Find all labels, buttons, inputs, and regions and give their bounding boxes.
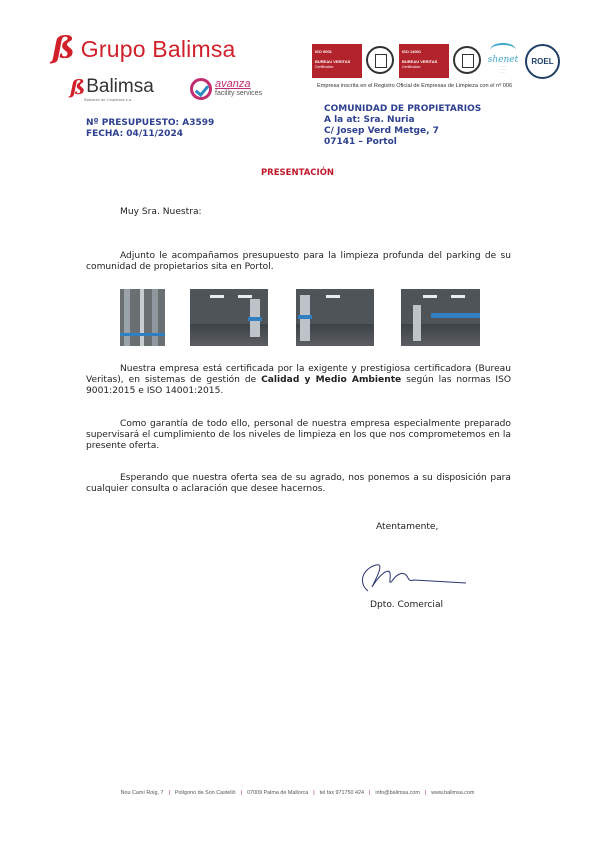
parking-photo-2 xyxy=(190,289,268,346)
avanza-logo xyxy=(190,78,262,100)
footer: Nou Camí Roig, 7 | Polígono de Son Castelló | 07009 Palma de Mallorca | tel fax 971750 424 | info@balimsa.com | www.balimsa.com xyxy=(120,790,475,796)
signer-department: Dpto. Comercial xyxy=(370,600,444,610)
cert-standard: ISO 9001 xyxy=(315,49,332,54)
recipient-line-4: 07141 – Portol xyxy=(324,137,397,147)
shenet-name: shenet xyxy=(487,55,519,65)
roel-name: ROEL xyxy=(531,57,554,66)
footer-email: info@balimsa.com xyxy=(375,790,420,796)
recipient-line-2: A la at: Sra. Nuria xyxy=(324,115,415,125)
grupo-balimsa-logo xyxy=(52,31,236,66)
recipient-address xyxy=(324,104,481,148)
cert-label: Certification xyxy=(402,65,421,69)
avanza-tagline: facility services xyxy=(215,90,263,97)
bureau-veritas-seal-icon xyxy=(449,44,482,78)
paragraph-certification xyxy=(86,364,511,397)
avanza-check-icon xyxy=(190,78,212,100)
footer-phone: tel fax 971750 424 xyxy=(319,790,365,796)
footer-website: www.balimsa.com xyxy=(431,790,475,796)
cert-body: BUREAU VERITAS xyxy=(402,59,438,64)
brand-sub-name: Balimsa xyxy=(86,76,154,97)
brand-sub-tagline: Baleares de Limpiezas s.a. xyxy=(84,97,133,102)
avanza-name: avanza xyxy=(215,78,251,90)
certification-bold-text: Calidad y Medio Ambiente xyxy=(261,375,402,385)
footer-area: Polígono de Son Castelló xyxy=(174,790,236,796)
signature-image xyxy=(354,557,474,593)
registry-note: Empresa inscrita en el Registro Oficial de Empresas de Limpieza con el nº 006 xyxy=(317,83,513,89)
paragraph-closing: Esperando que nuestra oferta sea de su agrado, nos ponemos a su disposición para cualquier consulta o aclaración que desee hacernos. xyxy=(86,473,511,494)
balimsa-logo xyxy=(70,76,154,102)
roel-logo xyxy=(525,44,560,79)
document-title: PRESENTACIÓN xyxy=(260,168,335,178)
cert-standard: ISO 14001 xyxy=(402,49,422,54)
parking-photo-3 xyxy=(296,289,374,346)
cert-body: BUREAU VERITAS xyxy=(315,59,351,64)
brand-main-name: Grupo Balimsa xyxy=(80,35,236,62)
paragraph-intro: Adjunto le acompañamos presupuesto para la limpieza profunda del parking de su comunidad de propietarios sita en Portol. xyxy=(86,251,511,272)
parking-photo-4 xyxy=(401,289,480,346)
budget-number: Nº PRESUPUESTO: A3599 xyxy=(86,118,215,128)
certification-text-a: Nuestra empresa está certificada por la exigente y prestigiosa certificadora (Bureau Veritas), en sistemas de gestión de xyxy=(86,364,511,385)
budget-date: FECHA: 04/11/2024 xyxy=(86,129,183,139)
bureau-veritas-seal-icon xyxy=(362,44,395,78)
shenet-logo: shenet ––––– –––– ––– xyxy=(486,43,520,75)
balimsa-b-icon: ß xyxy=(52,31,75,66)
iso-9001-certification-badge xyxy=(312,44,395,78)
certification-text-b: según las normas ISO 9001:2015 e ISO 14001:2015. xyxy=(86,375,512,396)
footer-address: Nou Camí Roig, 7 xyxy=(120,790,164,796)
balimsa-b-small-icon: ß xyxy=(70,75,86,99)
closing-salutation: Atentamente, xyxy=(376,522,439,532)
recipient-line-3: C/ Josep Verd Metge, 7 xyxy=(324,126,439,136)
parking-photo-1 xyxy=(120,289,165,346)
footer-city: 07009 Palma de Mallorca xyxy=(247,790,309,796)
paragraph-guarantee: Como garantía de todo ello, personal de nuestra empresa especialmente preparado supervisará el cumplimiento de los niveles de limpieza en los que nos comprometemos en la presente oferta. xyxy=(86,419,511,451)
iso-14001-certification-badge xyxy=(399,44,482,78)
budget-info xyxy=(86,118,214,140)
cert-label: Certification xyxy=(315,65,334,69)
recipient-line-1: COMUNIDAD DE PROPIETARIOS xyxy=(324,104,482,114)
greeting: Muy Sra. Nuestra: xyxy=(120,207,202,217)
